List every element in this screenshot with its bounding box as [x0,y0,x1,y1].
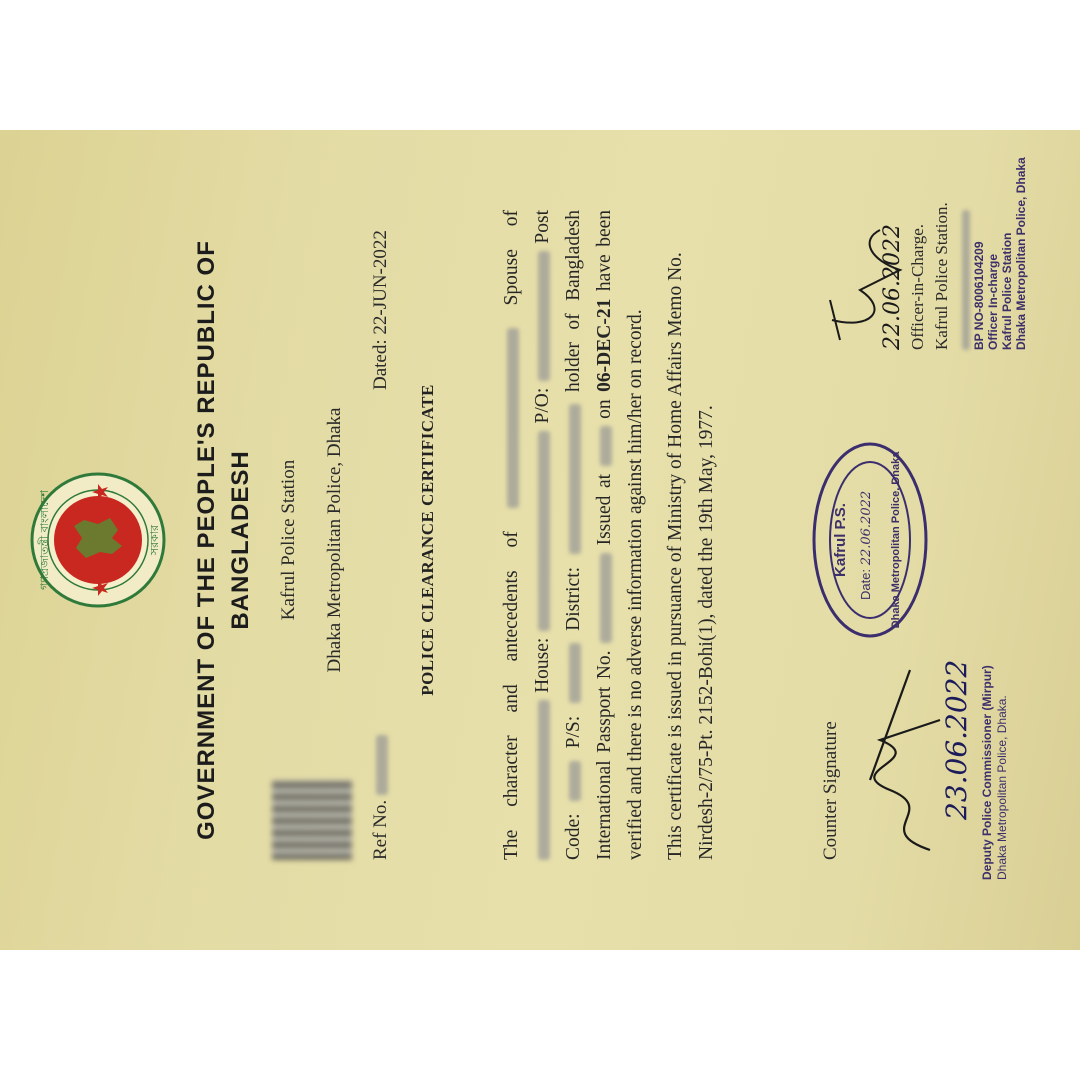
division-name: Dhaka Metropolitan Police, Dhaka [324,407,345,673]
issue-date: 06-DEC-21 [594,298,615,392]
certificate-body: The character and antecedents of Spouse of House: P/O: Post Code: P/S: District: holder of Bangladesh International Passport No. Issued at on 06-DEC-21 have been verified and there is no adverse information against him/her on record. [501,209,646,860]
government-title [190,190,258,890]
station-name: Kafrul Police Station [278,459,299,621]
counter-stamp: Deputy Police Commissioner (Mirpur) Dhaka Metropolitan Police, Dhaka. [980,665,1009,880]
counter-handwritten-date: 23.06.2022 [940,659,973,820]
ref-label: Ref No. [370,799,391,860]
emblem-seal-icon [28,470,168,610]
government-emblem [28,470,168,610]
officer-handwritten-date: 22.06.2022 [880,224,905,350]
title-line-1: GOVERNMENT OF THE PEOPLE'S REPUBLIC OF [193,240,220,840]
svg-text:সরকার: সরকার [148,524,161,556]
certificate-sheet [0,130,1080,950]
officer-line1: Officer-in-Charge. [908,223,927,350]
redacted-postcode [569,761,581,801]
redacted-passport [600,553,612,643]
officer-line2: Kafrul Police Station. [932,202,951,350]
certificate-memo-paragraph: This certificate is issued in pursuance of Ministry of Home Affairs Memo No. Nirdesh-2/75-Pt. 2152-Bohi(1), dated the 19th May, 1977. [665,252,717,860]
ref-number [370,735,392,860]
stamp-top-text: Kafrul P.S. [832,503,849,577]
certificate-title: POLICE CLEARANCE CERTIFICATE [418,384,437,696]
title-line-2: BANGLADESH [227,450,254,630]
redacted-issue-place [600,426,612,466]
redacted-ps [569,643,581,703]
qr-code-blurred [272,780,352,860]
redacted-district [569,404,581,554]
dated: Dated: 22-JUN-2022 [370,230,391,390]
svg-text:গণপ্রজাতন্ত্রী বাংলাদেশ: গণপ্রজাতন্ত্রী বাংলাদেশ [38,490,51,590]
round-police-stamp [810,440,930,640]
counter-signature-label: Counter Signature [820,721,841,860]
redacted-spouse [538,700,550,860]
redacted-house [538,431,550,631]
stamp-bottom-text: Dhaka Metropolitan Police, Dhaka [890,451,902,629]
redacted-name [507,328,519,508]
redacted-po [538,251,550,381]
stamp-date-row: Date: 22.06.2022 [858,490,874,600]
officer-stamp: BP NO-8006104209 Officer In-charge Kafrul Police Station Dhaka Metropolitan Police, Dhaka [958,157,1028,350]
document-photo [0,130,1080,950]
ref-value-redacted [376,735,388,795]
redacted-officer-name [962,210,970,350]
